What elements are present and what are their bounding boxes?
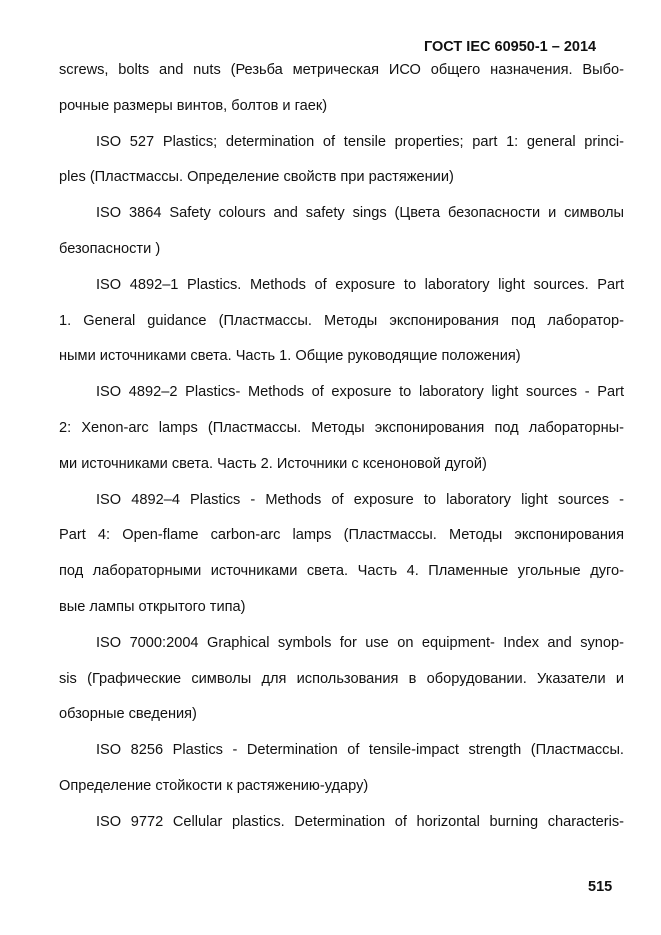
text-line: ными источниками света. Часть 1. Общие руководящие положения) [59, 348, 521, 365]
text-line: ISO 4892–1 Plastics. Methods of exposure to laboratory light sources. Part [96, 276, 624, 293]
text-line: обзорные сведения) [59, 706, 197, 723]
text-line: безопасности ) [59, 240, 161, 257]
text-line: 1. General guidance (Пластмассы. Методы экспонирования под лаборатор- [59, 312, 624, 329]
text-line: ISO 9772 Cellular plastics. Determination of horizontal burning characteris- [96, 813, 624, 830]
text-line: ISO 4892–2 Plastics- Methods of exposure to laboratory light sources - Part [96, 384, 624, 401]
text-line: sis (Графические символы для использования в оборудовании. Указатели и [59, 670, 624, 687]
text-line: ISO 7000:2004 Graphical symbols for use on equipment- Index and synop- [96, 634, 624, 651]
text-line: Определение стойкости к растяжению-удару) [59, 777, 369, 794]
text-line: ISO 4892–4 Plastics - Methods of exposure to laboratory light sources - [96, 491, 624, 508]
document-header: ГОСТ IEC 60950-1 – 2014 [424, 39, 597, 55]
page-number: 515 [588, 879, 613, 895]
text-line: 2: Xenon-arc lamps (Пластмассы. Методы экспонирования под лабораторны- [59, 419, 624, 436]
text-line: ISO 3864 Safety colours and safety sings (Цвета безопасности и символы [96, 205, 624, 222]
text-line: рочные размеры винтов, болтов и гаек) [59, 97, 328, 114]
text-line: вые лампы открытого типа) [59, 598, 246, 615]
text-line: screws, bolts and nuts (Резьба метрическая ИСО общего назначения. Выбо- [59, 62, 624, 78]
text-line: ISO 527 Plastics; determination of tensile properties; part 1: general princi- [96, 133, 624, 150]
text-line: ples (Пластмассы. Определение свойств при растяжении) [59, 169, 454, 186]
text-line: ISO 8256 Plastics - Determination of tensile-impact strength (Пластмассы. [96, 742, 624, 759]
text-line: ми источниками света. Часть 2. Источники с ксеноновой дугой) [59, 455, 487, 472]
text-line: Part 4: Open-flame carbon-arc lamps (Пластмассы. Методы экспонирования [59, 527, 624, 544]
text-line: под лабораторными источниками света. Часть 4. Пламенные угольные дуго- [59, 563, 624, 580]
body-text [59, 53, 624, 841]
